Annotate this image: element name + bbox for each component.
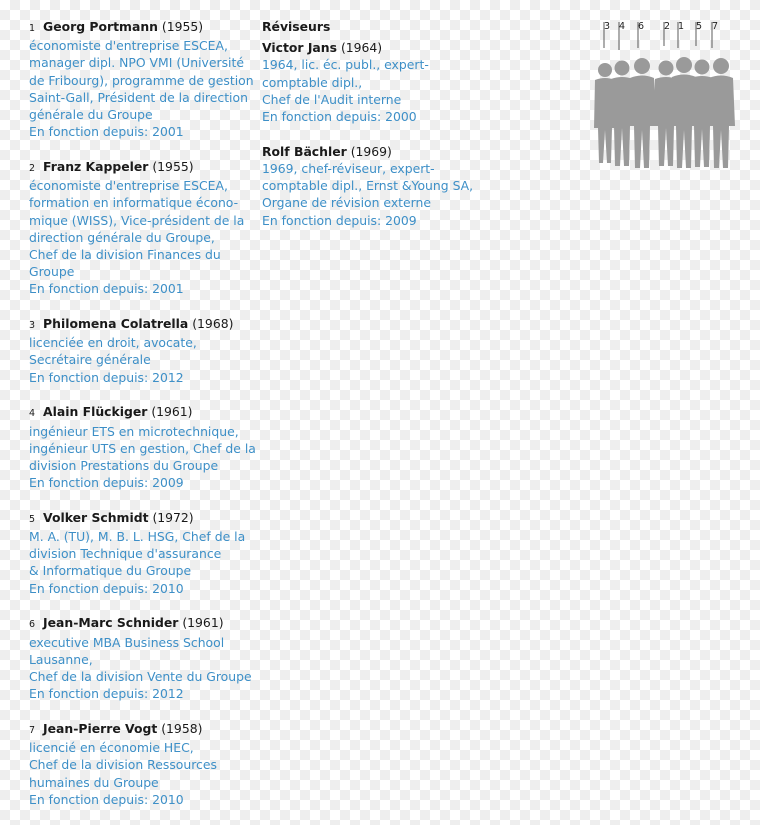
member-detail-line: Chef de la division Vente du Groupe xyxy=(29,669,252,684)
auditor-detail-line: comptable dipl., Ernst &Young SA, xyxy=(262,178,474,194)
member-name: Volker Schmidt xyxy=(43,509,149,525)
member-detail-line: licencié en économie HEC, xyxy=(29,740,194,756)
auditor-detail-line: 1964, lic. éc. publ., expert- xyxy=(262,57,429,73)
photo-label-6: 6 xyxy=(638,21,645,32)
board-member-3 xyxy=(29,315,254,386)
auditors-heading: Réviseurs xyxy=(262,19,331,34)
member-detail-line: Secrétaire générale xyxy=(29,352,151,368)
member-since: En fonction depuis: 2010 xyxy=(29,580,184,596)
member-birth-year: (1961) xyxy=(147,404,193,420)
auditor-detail-line: 1969, chef-réviseur, expert- xyxy=(262,160,435,176)
photo-label-2: 2 xyxy=(664,21,671,32)
auditor-birth-year: (1964) xyxy=(337,40,383,56)
member-detail-line: manager dipl. NPO VMI (Université xyxy=(29,55,244,71)
photo-label-5: 5 xyxy=(696,21,703,32)
member-number: 4 xyxy=(29,408,36,420)
member-name: Jean-Pierre Vogt xyxy=(43,720,158,736)
member-detail-line: ingénieur ETS en microtechnique, xyxy=(29,423,239,439)
auditors-column xyxy=(262,18,482,246)
board-member-2 xyxy=(29,158,254,298)
member-since: En fonction depuis: 2009 xyxy=(29,475,184,491)
member-name: Philomena Colatrella xyxy=(43,316,189,332)
photo-label-7: 7 xyxy=(712,21,719,32)
auditor-name: Rolf Bächler xyxy=(262,143,347,159)
member-since: En fonction depuis: 2001 xyxy=(29,124,184,140)
member-since: En fonction depuis: 2001 xyxy=(29,281,184,297)
auditor-2 xyxy=(262,143,482,229)
board-member-7 xyxy=(29,720,254,808)
auditor-since: En fonction depuis: 2000 xyxy=(262,109,417,125)
member-detail-line: ingénieur UTS en gestion, Chef de la xyxy=(29,440,256,456)
group-photo-silhouette xyxy=(592,18,742,178)
member-number: 5 xyxy=(29,513,36,525)
member-detail-line: division Prestations du Groupe xyxy=(29,457,219,473)
auditor-name: Victor Jans xyxy=(262,40,337,56)
member-name: Alain Flückiger xyxy=(43,404,148,420)
member-name: Georg Portmann xyxy=(43,19,158,34)
auditor-birth-year: (1969) xyxy=(346,143,392,159)
board-member-1 xyxy=(29,18,254,140)
board-member-5 xyxy=(29,509,254,597)
member-detail-line: division Technique d'assurance xyxy=(29,546,222,562)
member-detail-line: formation en informatique écono- xyxy=(29,195,239,211)
member-name: Jean-Marc Schnider xyxy=(43,615,179,631)
member-number: 6 xyxy=(29,619,36,631)
member-birth-year: (1958) xyxy=(157,720,203,736)
member-detail-line: de Fribourg), programme de gestion xyxy=(29,72,254,88)
member-detail-line: mique (WISS), Vice-président de la xyxy=(29,212,245,228)
photo-label-3: 3 xyxy=(604,21,611,32)
member-birth-year: (1955) xyxy=(148,158,194,174)
member-number: 1 xyxy=(29,23,36,34)
member-birth-year: (1961) xyxy=(178,615,224,631)
board-member-6 xyxy=(29,614,254,702)
member-detail-line: économiste d'entreprise ESCEA, xyxy=(29,178,228,194)
auditor-detail-line: Organe de révision externe xyxy=(262,195,431,211)
member-since: En fonction depuis: 2012 xyxy=(29,686,184,702)
photo-label-4: 4 xyxy=(619,21,626,32)
member-detail-line: Lausanne, xyxy=(29,651,93,667)
auditor-detail-line: comptable dipl., xyxy=(262,74,363,90)
auditor-1 xyxy=(262,39,482,125)
member-name: Franz Kappeler xyxy=(43,158,149,174)
member-number: 2 xyxy=(29,162,36,174)
people-silhouette-icon xyxy=(592,18,742,178)
member-since: En fonction depuis: 2010 xyxy=(29,791,184,807)
member-detail-line: M. A. (TU), M. B. L. HSG, Chef de la xyxy=(29,529,246,545)
member-birth-year: (1968) xyxy=(188,316,234,332)
member-detail-line: Saint-Gall, Président de la direction xyxy=(29,89,248,105)
member-detail-line: direction générale du Groupe, xyxy=(29,229,215,245)
member-birth-year: (1972) xyxy=(148,509,194,525)
member-detail-line: humaines du Groupe xyxy=(29,774,159,790)
member-number: 7 xyxy=(29,724,36,736)
member-detail-line: Chef de la division Finances du xyxy=(29,246,221,262)
member-detail-line: & Informatique du Groupe xyxy=(29,563,192,579)
member-detail-line: executive MBA Business School xyxy=(29,634,225,650)
board-members-column xyxy=(29,18,254,825)
member-since: En fonction depuis: 2012 xyxy=(29,369,184,385)
auditor-since: En fonction depuis: 2009 xyxy=(262,212,417,228)
member-detail-line: Chef de la division Ressources xyxy=(29,757,217,773)
auditor-detail-line: Chef de l'Audit interne xyxy=(262,91,402,107)
member-birth-year: (1955) xyxy=(157,19,204,34)
photo-label-1: 1 xyxy=(678,21,685,32)
member-detail-line: Groupe xyxy=(29,264,75,280)
member-detail-line: générale du Groupe xyxy=(29,107,153,123)
board-member-4 xyxy=(29,403,254,491)
member-detail-line: licenciée en droit, avocate, xyxy=(29,335,197,351)
member-number: 3 xyxy=(29,320,36,332)
member-detail-line: économiste d'entreprise ESCEA, xyxy=(29,38,228,54)
